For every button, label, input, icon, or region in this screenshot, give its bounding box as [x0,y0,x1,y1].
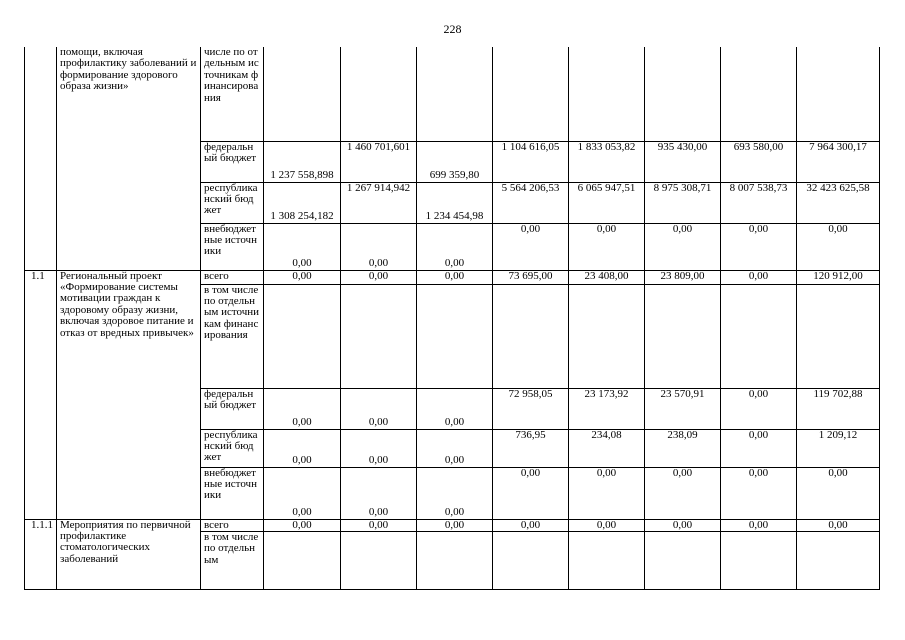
table-cell: 23 408,00 [569,270,645,284]
table-cell: 1 267 914,942 [341,182,417,223]
table-cell: 6 065 947,51 [569,182,645,223]
table-cell: 0,00 [264,223,341,270]
table-cell: 0,00 [417,519,493,531]
table-cell: 1 237 558,898 [264,141,341,182]
row-sublabel: внебюджетные источники [201,467,264,519]
table-cell: 0,00 [341,467,417,519]
row-sublabel: федеральный бюджет [201,141,264,182]
row-name: помощи, включая профилактику заболеваний и формирование здорового образа жизни» [57,47,201,270]
row-name: Региональный проект «Формирование системы мотивации граждан к здоровому образу жизни, включая здоровое питание и отказ от вредных привычек» [57,270,201,519]
table-cell: 0,00 [341,270,417,284]
table-cell: 1 460 701,601 [341,141,417,182]
table-cell: 1 209,12 [797,429,880,467]
table-cell: 23 570,91 [645,388,721,429]
table-cell: 0,00 [797,223,880,270]
table-cell: 0,00 [721,519,797,531]
table-cell: 0,00 [341,429,417,467]
table-cell: 0,00 [721,429,797,467]
table-cell: 1 833 053,82 [569,141,645,182]
budget-table [24,47,880,590]
table-cell: 119 702,88 [797,388,880,429]
table-cell: 0,00 [417,223,493,270]
table-cell: 23 809,00 [645,270,721,284]
row-name: Мероприятия по первичной профилактике стоматологических заболеваний [57,519,201,589]
table-cell: 32 423 625,58 [797,182,880,223]
table-cell: 0,00 [264,467,341,519]
row-sublabel: внебюджетные источники [201,223,264,270]
page-number: 228 [443,22,462,36]
table-cell: 1 104 616,05 [493,141,569,182]
table-cell: 0,00 [721,467,797,519]
table-cell: 23 173,92 [569,388,645,429]
table-cell: 0,00 [797,519,880,531]
table-cell: 0,00 [341,223,417,270]
table-cell: 0,00 [645,467,721,519]
row-sublabel: в том числе по отдельным источникам финансирования [201,284,264,388]
table-cell: 0,00 [721,388,797,429]
table-cell: 0,00 [797,467,880,519]
table-cell: 693 580,00 [721,141,797,182]
table-row [25,270,880,284]
row-index: 1.1 [25,270,57,519]
row-sublabel: республиканский бюджет [201,182,264,223]
row-sublabel: числе по отдельным источникам финансирования [201,47,264,141]
table-cell: 0,00 [645,519,721,531]
table-cell: 120 912,00 [797,270,880,284]
table-cell: 0,00 [341,388,417,429]
table-row [25,47,880,141]
table-cell: 8 975 308,71 [645,182,721,223]
table-cell: 699 359,80 [417,141,493,182]
table-cell: 234,08 [569,429,645,467]
table-cell: 0,00 [264,388,341,429]
table-cell: 0,00 [417,270,493,284]
table-cell: 0,00 [493,223,569,270]
table-cell: 0,00 [417,429,493,467]
table-cell: 0,00 [493,467,569,519]
table-cell: 1 308 254,182 [264,182,341,223]
table-cell: 0,00 [569,467,645,519]
row-index [25,47,57,270]
table-cell: 8 007 538,73 [721,182,797,223]
row-sublabel: в том числе по отдельным [201,531,264,589]
row-sublabel: республиканский бюджет [201,429,264,467]
table-cell: 0,00 [417,467,493,519]
table-cell: 0,00 [645,223,721,270]
table-cell: 5 564 206,53 [493,182,569,223]
row-sublabel: всего [201,270,264,284]
table-cell: 0,00 [417,388,493,429]
table-cell: 0,00 [493,519,569,531]
table-cell: 935 430,00 [645,141,721,182]
table-row [25,519,880,531]
table-cell: 0,00 [569,519,645,531]
row-index: 1.1.1 [25,519,57,589]
table-cell: 0,00 [264,429,341,467]
table-cell: 0,00 [569,223,645,270]
table-cell: 238,09 [645,429,721,467]
table-cell: 736,95 [493,429,569,467]
table-cell: 0,00 [264,270,341,284]
table-cell: 0,00 [264,519,341,531]
table-cell: 72 958,05 [493,388,569,429]
table-cell: 0,00 [341,519,417,531]
row-sublabel: федеральный бюджет [201,388,264,429]
row-sublabel: всего [201,519,264,531]
table-cell: 7 964 300,17 [797,141,880,182]
table-cell: 0,00 [721,270,797,284]
table-cell: 0,00 [721,223,797,270]
table-cell: 1 234 454,98 [417,182,493,223]
table-cell: 73 695,00 [493,270,569,284]
